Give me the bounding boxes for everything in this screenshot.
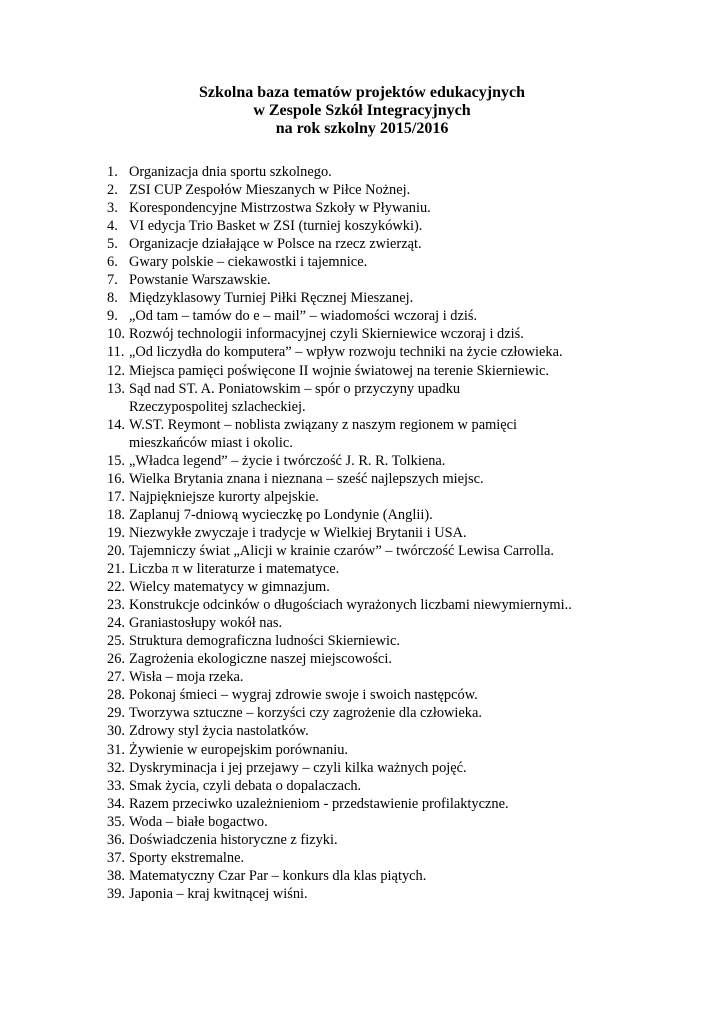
topic-text: Gwary polskie – ciekawostki i tajemnice. xyxy=(129,254,368,271)
topic-text: Żywienie w europejskim porównaniu. xyxy=(129,741,349,758)
topic-number: 12. xyxy=(107,362,125,379)
topic-item xyxy=(107,343,627,361)
topic-text: Niezwykłe zwyczaje i tradycje w Wielkiej Brytanii i USA. xyxy=(129,524,467,541)
topic-text: W.ST. Reymont – noblista związany z naszym regionem w pamięci xyxy=(129,416,518,433)
topic-item xyxy=(107,867,627,885)
topic-item xyxy=(107,362,627,380)
topic-item xyxy=(107,596,627,614)
topic-text-continuation: mieszkańców miast i okolic. xyxy=(129,434,293,451)
topic-number: 11. xyxy=(107,344,125,361)
topic-item xyxy=(107,506,627,524)
topic-text: Zagrożenia ekologiczne naszej miejscowości. xyxy=(129,651,392,668)
topic-text: Dyskryminacja i jej przejawy – czyli kilka ważnych pojęć. xyxy=(129,759,467,776)
topic-number: 24. xyxy=(107,615,125,632)
topic-number: 2. xyxy=(107,182,118,199)
topic-number: 22. xyxy=(107,579,125,596)
topic-item xyxy=(107,704,627,722)
topic-number: 20. xyxy=(107,542,125,559)
topic-item xyxy=(107,759,627,777)
topic-number: 5. xyxy=(107,236,118,253)
topic-text: Wisła – moja rzeka. xyxy=(129,669,244,686)
topic-number: 36. xyxy=(107,831,125,848)
topic-item xyxy=(107,885,627,903)
topic-item xyxy=(107,271,627,289)
topic-item xyxy=(107,416,627,452)
topic-text: Zdrowy styl życia nastolatków. xyxy=(129,723,309,740)
topic-number: 29. xyxy=(107,705,125,722)
topic-item xyxy=(107,452,627,470)
topic-text: Organizacje działające w Polsce na rzecz zwierząt. xyxy=(129,236,422,253)
topic-number: 17. xyxy=(107,488,125,505)
topic-number: 1. xyxy=(107,164,118,180)
topic-item xyxy=(107,289,627,307)
topic-text: „Władca legend” – życie i twórczość J. R. R. Tolkiena. xyxy=(129,452,446,469)
topic-item xyxy=(107,813,627,831)
topic-number: 37. xyxy=(107,849,125,866)
topic-item xyxy=(107,722,627,740)
topic-number: 31. xyxy=(107,741,125,758)
topic-text: Woda – białe bogactwo. xyxy=(129,813,268,830)
title-line-1: Szkolna baza tematów projektów edukacyjnych xyxy=(199,84,525,101)
topic-text: Pokonaj śmieci – wygraj zdrowie swoje i swoich następców. xyxy=(129,687,478,704)
topic-number: 21. xyxy=(107,561,125,578)
topic-text: Razem przeciwko uzależnieniom - przedstawienie profilaktyczne. xyxy=(129,795,509,812)
topic-text: Organizacja dnia sportu szkolnego. xyxy=(129,164,332,180)
topic-text: Wielka Brytania znana i nieznana – sześć najlepszych miejsc. xyxy=(129,470,484,487)
topic-number: 18. xyxy=(107,506,125,523)
title-line-3: na rok szkolny 2015/2016 xyxy=(275,120,449,137)
topic-number: 39. xyxy=(107,885,125,902)
topic-item xyxy=(107,524,627,542)
topic-item xyxy=(107,686,627,704)
topic-text: „Od liczydła do komputera” – wpływ rozwoju techniki na życie człowieka. xyxy=(129,344,563,361)
topic-number: 30. xyxy=(107,723,125,740)
topic-item xyxy=(107,849,627,867)
topic-text: Japonia – kraj kwitnącej wiśni. xyxy=(129,885,308,902)
topic-text: Rozwój technologii informacyjnej czyli Skierniewice wczoraj i dziś. xyxy=(129,326,524,343)
topic-item xyxy=(107,217,627,235)
topic-item xyxy=(107,650,627,668)
topic-number: 10. xyxy=(107,326,125,343)
topic-text: Międzyklasowy Turniej Piłki Ręcznej Mieszanej. xyxy=(129,290,414,307)
topic-text: Najpiękniejsze kurorty alpejskie. xyxy=(129,488,319,505)
topic-item xyxy=(107,307,627,325)
topic-number: 27. xyxy=(107,669,125,686)
topic-item xyxy=(107,668,627,686)
topic-item xyxy=(107,380,627,416)
topic-text: ZSI CUP Zespołów Mieszanych w Piłce Nożnej. xyxy=(129,182,411,199)
topic-text: Matematyczny Czar Par – konkurs dla klas piątych. xyxy=(129,867,427,884)
topic-item xyxy=(107,777,627,795)
topic-text: Miejsca pamięci poświęcone II wojnie światowej na terenie Skierniewic. xyxy=(129,362,549,379)
topic-number: 28. xyxy=(107,687,125,704)
topic-item xyxy=(107,632,627,650)
topic-text: Liczba π w literaturze i matematyce. xyxy=(129,561,340,578)
topic-item xyxy=(107,325,627,343)
topic-text: Sąd nad ST. A. Poniatowskim – spór o przyczyny upadku xyxy=(129,380,461,397)
topic-text: Struktura demograficzna ludności Skierniewic. xyxy=(129,633,400,650)
topic-number: 6. xyxy=(107,254,118,271)
topic-text: Powstanie Warszawskie. xyxy=(129,272,271,289)
topic-item xyxy=(107,163,627,181)
topic-item xyxy=(107,795,627,813)
topic-text: Doświadczenia historyczne z fizyki. xyxy=(129,831,338,848)
topic-number: 7. xyxy=(107,272,118,289)
topic-list xyxy=(107,163,627,903)
topic-item xyxy=(107,560,627,578)
topic-number: 26. xyxy=(107,651,125,668)
topic-number: 15. xyxy=(107,452,125,469)
document-title xyxy=(0,84,724,138)
topic-text: „Od tam – tamów do e – mail” – wiadomości wczoraj i dziś. xyxy=(129,308,478,325)
topic-item xyxy=(107,578,627,596)
topic-text: VI edycja Trio Basket w ZSI (turniej koszykówki). xyxy=(129,218,423,235)
topic-number: 9. xyxy=(107,308,118,325)
topic-item xyxy=(107,542,627,560)
topic-text-continuation: Rzeczypospolitej szlacheckiej. xyxy=(129,398,306,415)
topic-number: 19. xyxy=(107,524,125,541)
topic-number: 34. xyxy=(107,795,125,812)
topic-item xyxy=(107,831,627,849)
topic-item xyxy=(107,253,627,271)
topic-number: 32. xyxy=(107,759,125,776)
topic-text: Tajemniczy świat „Alicji w krainie czarów” – twórczość Lewisa Carrolla. xyxy=(129,542,554,559)
topic-number: 8. xyxy=(107,290,118,307)
topic-number: 3. xyxy=(107,200,118,217)
topic-text: Graniastosłupy wokół nas. xyxy=(129,615,283,632)
topic-number: 16. xyxy=(107,470,125,487)
topic-item xyxy=(107,614,627,632)
topic-number: 4. xyxy=(107,218,118,235)
topic-text: Konstrukcje odcinków o długościach wyrażonych liczbami niewymiernymi.. xyxy=(129,597,572,614)
topic-number: 38. xyxy=(107,867,125,884)
title-line-2: w Zespole Szkół Integracyjnych xyxy=(253,102,471,119)
topic-item xyxy=(107,235,627,253)
topic-number: 13. xyxy=(107,380,125,397)
topic-number: 33. xyxy=(107,777,125,794)
topic-text: Zaplanuj 7-dniową wycieczkę po Londynie (Anglii). xyxy=(129,506,433,523)
topic-number: 35. xyxy=(107,813,125,830)
topic-item xyxy=(107,488,627,506)
topic-item xyxy=(107,199,627,217)
topic-text: Smak życia, czyli debata o dopalaczach. xyxy=(129,777,362,794)
topic-item xyxy=(107,470,627,488)
topic-number: 25. xyxy=(107,633,125,650)
topic-item xyxy=(107,741,627,759)
topic-text: Sporty ekstremalne. xyxy=(129,849,245,866)
topic-text: Wielcy matematycy w gimnazjum. xyxy=(129,579,330,596)
topic-item xyxy=(107,181,627,199)
topic-number: 14. xyxy=(107,416,125,433)
topic-text: Tworzywa sztuczne – korzyści czy zagrożenie dla człowieka. xyxy=(129,705,482,722)
topic-number: 23. xyxy=(107,597,125,614)
topic-text: Korespondencyjne Mistrzostwa Szkoły w Pływaniu. xyxy=(129,200,431,217)
